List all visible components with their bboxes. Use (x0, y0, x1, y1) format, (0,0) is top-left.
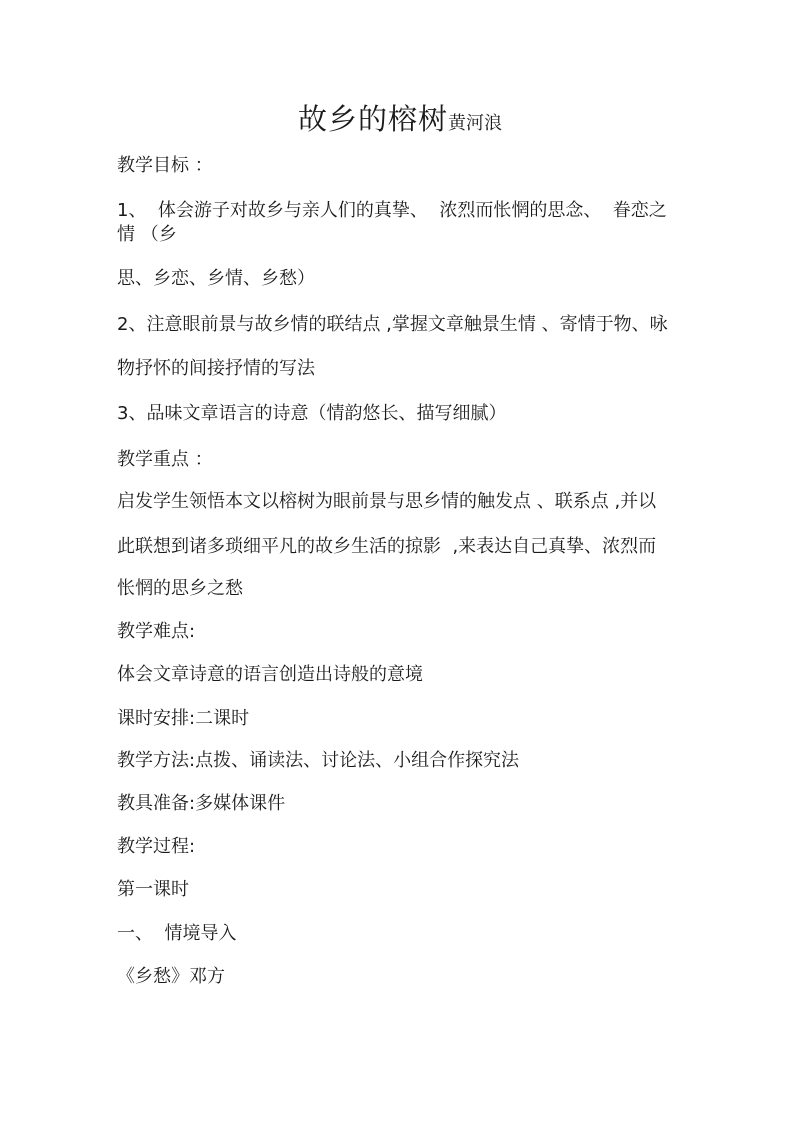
difficulties-line: 体会文章诗意的语言创造出诗般的意境 (117, 664, 423, 685)
section-heading-objectives: 教学目标 ： (117, 155, 213, 176)
poem-reference: 《乡愁》邓方 (117, 966, 225, 987)
objective-2-continued: 物抒怀的间接抒情的写法 (117, 358, 315, 379)
first-lesson-heading: 第一课时 (117, 879, 189, 900)
objective-1-end: 思、乡恋、乡情、乡愁） (117, 268, 315, 289)
section-heading-difficulties: 教学难点: (117, 621, 196, 642)
title-text: 故乡的榕树 (297, 102, 448, 136)
objective-3-line: 3、品味文章语言的诗意（情韵悠长、描写细腻） (117, 403, 507, 424)
section-heading-process: 教学过程: (117, 836, 196, 857)
key-points-line-2: 此联想到诸多琐细平凡的故乡生活的掠影 ,来表达自己真挚、浓烈而 (117, 536, 657, 557)
methods-line: 教学方法:点拨、诵读法、讨论法、小组合作探究法 (117, 750, 520, 771)
materials-line: 教具准备:多媒体课件 (117, 793, 286, 814)
key-points-line-3: 怅惘的思乡之愁 (117, 578, 243, 599)
objective-2-line: 2、注意眼前景与故乡情的联结点 ,掌握文章触景生情 、寄情于物、咏 (117, 314, 668, 335)
section-heading-key-points: 教学重点 ： (117, 449, 213, 470)
author-name: 黄河浪 (448, 113, 502, 134)
key-points-line-1: 启发学生领悟本文以榕树为眼前景与思乡情的触发点 、联系点 ,并以 (117, 491, 657, 512)
objective-1-continued: 情 （乡 (117, 224, 177, 245)
objective-1-line: 1、 体会游子对故乡与亲人们的真挚、 浓烈而怅惘的思念、 眷恋之 (117, 200, 667, 221)
schedule-line: 课时安排:二课时 (117, 708, 250, 729)
intro-section-heading: 一、 情境导入 (117, 923, 237, 944)
document-title (0, 97, 800, 138)
